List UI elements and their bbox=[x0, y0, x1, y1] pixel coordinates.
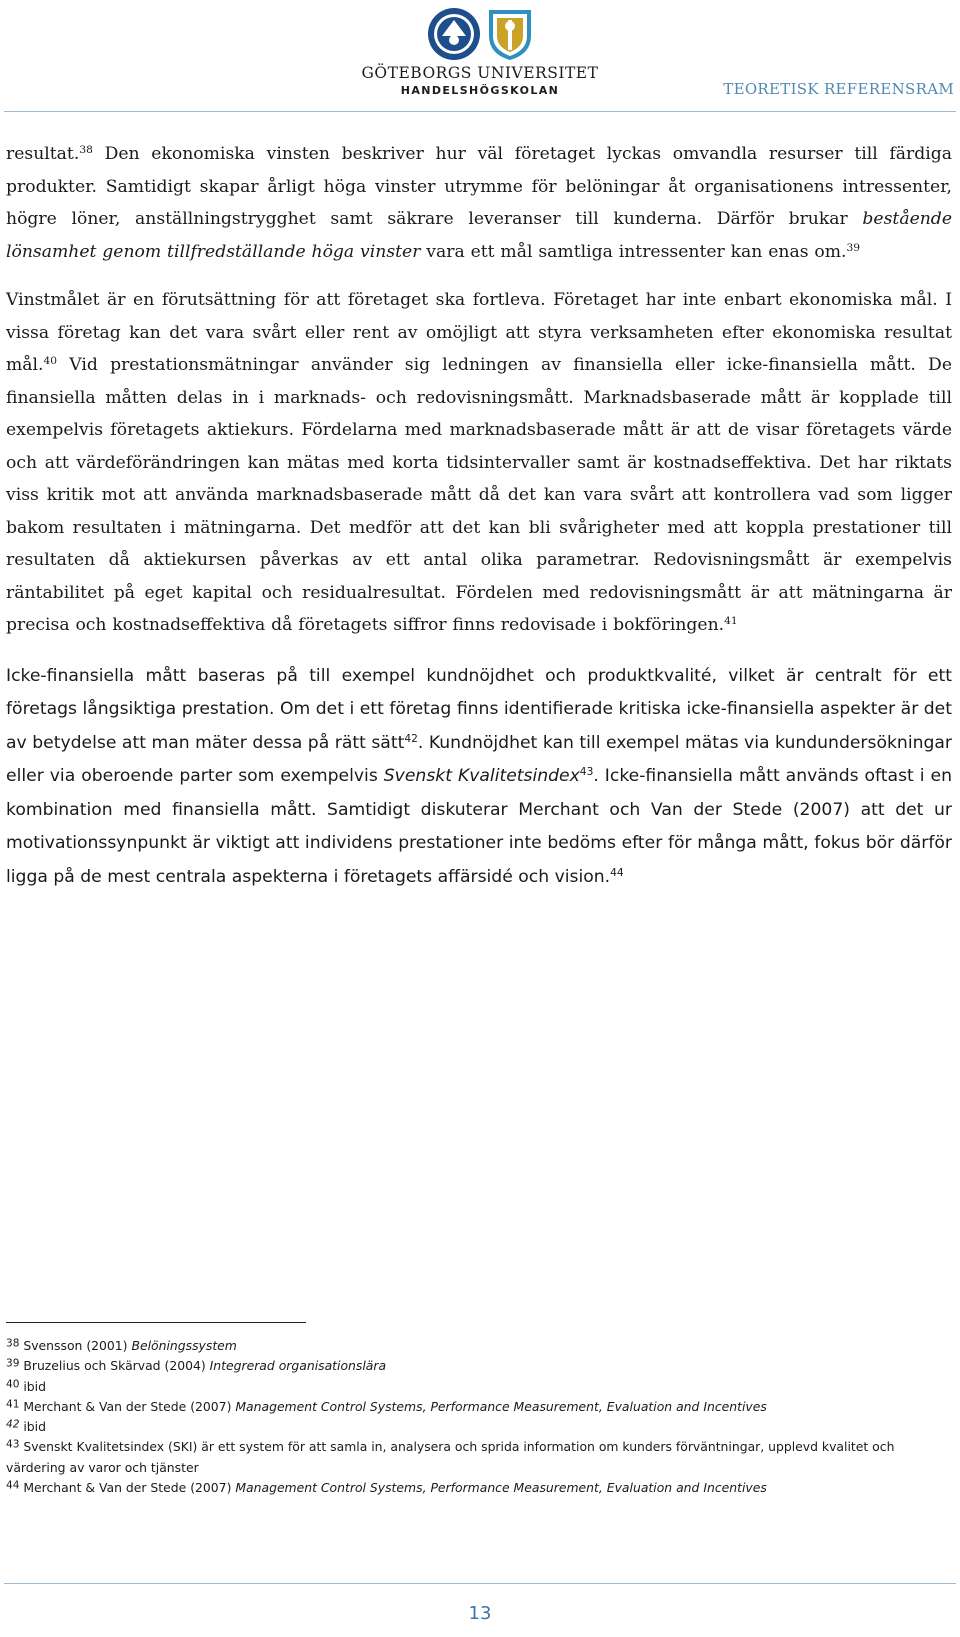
footnote-title: Management Control Systems, Performance Measurement, Evaluation and Incentives bbox=[235, 1480, 767, 1496]
footnote-39 bbox=[6, 1356, 946, 1376]
footnote-text: ibid bbox=[23, 1378, 46, 1394]
text-run: Vid prestationsmätningar använder sig ledningen av finansiella eller icke-finansiella mått. De finansiella måtten delas in i marknads- och redovisningsmått. Marknadsbaserade mått är kopplade till exempelvis företagets aktiekurs. Fördelarna med marknadsbaserade mått är att de visar företagets värde och att värdeförändringen kan mätas med korta tidsintervaller samt är kostnadseffektiva. Det har riktats viss kritik mot att använda marknadsbaserade mått då det kan vara svårt att kontrollera vad som ligger bakom resultaten i mätningarna. Det medför att det kan bli svårigheter med att koppla prestationer till resultaten då aktiekursen påverkas av ett antal olika parametrar. Redovisningsmått är exempelvis räntabilitet på eget kapital och residualresultat. Fördelen med redovisningsmått är att mätningarna är precisa och kostnadseffektiva då företagets siffror finns redovisade i bokföringen. bbox=[6, 355, 952, 635]
university-seal-icon bbox=[428, 8, 480, 60]
footnote-ref: 38 bbox=[79, 143, 93, 157]
paragraph-2 bbox=[6, 284, 952, 642]
footnote-number: 42 bbox=[6, 1418, 20, 1431]
text-run: resultat. bbox=[6, 144, 80, 164]
footnote-41 bbox=[6, 1397, 946, 1417]
footnote-38 bbox=[6, 1336, 946, 1356]
paragraph-1 bbox=[6, 138, 952, 268]
footnote-ref: 42 bbox=[404, 731, 418, 745]
footnote-title: Management Control Systems, Performance Measurement, Evaluation and Incentives bbox=[235, 1398, 767, 1414]
footnote-ref: 39 bbox=[846, 240, 861, 254]
page-header bbox=[0, 0, 960, 112]
university-name: GÖTEBORGS UNIVERSITET bbox=[361, 64, 599, 82]
text-run: vara ett mål samtliga intressenter kan enas om. bbox=[420, 241, 847, 262]
school-name: HANDELSHÖGSKOLAN bbox=[400, 84, 560, 97]
footnotes bbox=[6, 1336, 946, 1498]
footnote-title: Belöningssystem bbox=[131, 1338, 237, 1353]
text-run: . Icke-finansiella mått används oftast i en kombination med finansiella mått. Samtidigt diskuterar Merchant och Van der Stede (2007) att det ur motivationssynpunkt är viktigt att individens prestationer inte bedöms efter för många mått, fokus bör därför ligga på de mest centrala aspekterna i företagets affärsidé och vision. bbox=[6, 766, 952, 887]
footnote-ref: 40 bbox=[43, 354, 58, 368]
footnote-number: 40 bbox=[6, 1377, 20, 1390]
footnote-number: 41 bbox=[6, 1398, 20, 1411]
text-run: Icke-finansiella mått baseras på till exempel kundnöjdhet och produktkvalité, vilket är centralt för ett företags långsiktiga prestation. Om det i ett företag finns identifierade kritiska icke-finansiella aspekter är det av betydelse att man mäter dessa på rätt sätt bbox=[6, 665, 952, 753]
footnote-number: 43 bbox=[6, 1438, 20, 1451]
footnote-number: 44 bbox=[6, 1479, 20, 1492]
footnote-text: Svenskt Kvalitetsindex (SKI) är ett system för att samla in, analysera och sprida information om kunders förväntningar, upplevd kvalitet och värdering av varor och tjänster bbox=[6, 1439, 895, 1475]
footer-divider bbox=[4, 1583, 956, 1584]
footnote-ref: 41 bbox=[724, 614, 738, 628]
footnote-40 bbox=[6, 1377, 946, 1397]
university-logos bbox=[427, 6, 537, 62]
text-run: Den ekonomiska vinsten beskriver hur väl företaget lyckas omvandla resurser till färdiga produkter. Samtidigt skapar årligt höga vinster utrymme för belöningar åt organisationens intressenter, högre löner, anställningstrygghet samt säkrare leveranser till kunderna. Därför brukar bbox=[6, 144, 952, 229]
header-divider bbox=[4, 111, 956, 112]
text-run: Vinstmålet är en förutsättning för att företaget ska fortleva. Företaget har inte enbart ekonomiska mål. I vissa företag kan det vara svårt eller rent av omöjligt att styra verksamheten efter ekonomiska resultat mål. bbox=[6, 290, 952, 375]
footnote-number: 38 bbox=[6, 1337, 20, 1350]
emphasis-text: bestående lönsamhet genom tillfredställande höga vinster bbox=[6, 209, 952, 262]
section-title: TEORETISK REFERENSRAM bbox=[723, 80, 954, 98]
body-text bbox=[6, 138, 952, 894]
emphasis-text: Svenskt Kvalitetsindex bbox=[383, 766, 580, 786]
footnote-divider bbox=[6, 1322, 306, 1323]
paragraph-3 bbox=[6, 660, 952, 895]
text-run: . Kundnöjdhet kan till exempel mätas via kundundersökningar eller via oberoende parter som exempelvis bbox=[6, 732, 952, 786]
footnote-text: Svensson (2001) bbox=[23, 1338, 132, 1353]
footnote-text: ibid bbox=[23, 1419, 46, 1435]
footnote-42 bbox=[6, 1417, 946, 1437]
footnote-ref: 43 bbox=[579, 765, 594, 779]
footnote-ref: 44 bbox=[610, 865, 624, 879]
page-number: 13 bbox=[468, 1603, 492, 1624]
footnote-text: Merchant & Van der Stede (2007) bbox=[23, 1398, 236, 1414]
footnote-text: Bruzelius och Skärvad (2004) bbox=[23, 1358, 210, 1374]
school-crest-icon bbox=[489, 10, 531, 60]
footnote-title: Integrerad organisationslära bbox=[209, 1358, 387, 1374]
footnote-43 bbox=[6, 1437, 946, 1478]
footnote-number: 39 bbox=[6, 1357, 20, 1370]
footnote-44 bbox=[6, 1478, 946, 1498]
footnote-text: Merchant & Van der Stede (2007) bbox=[23, 1480, 236, 1496]
